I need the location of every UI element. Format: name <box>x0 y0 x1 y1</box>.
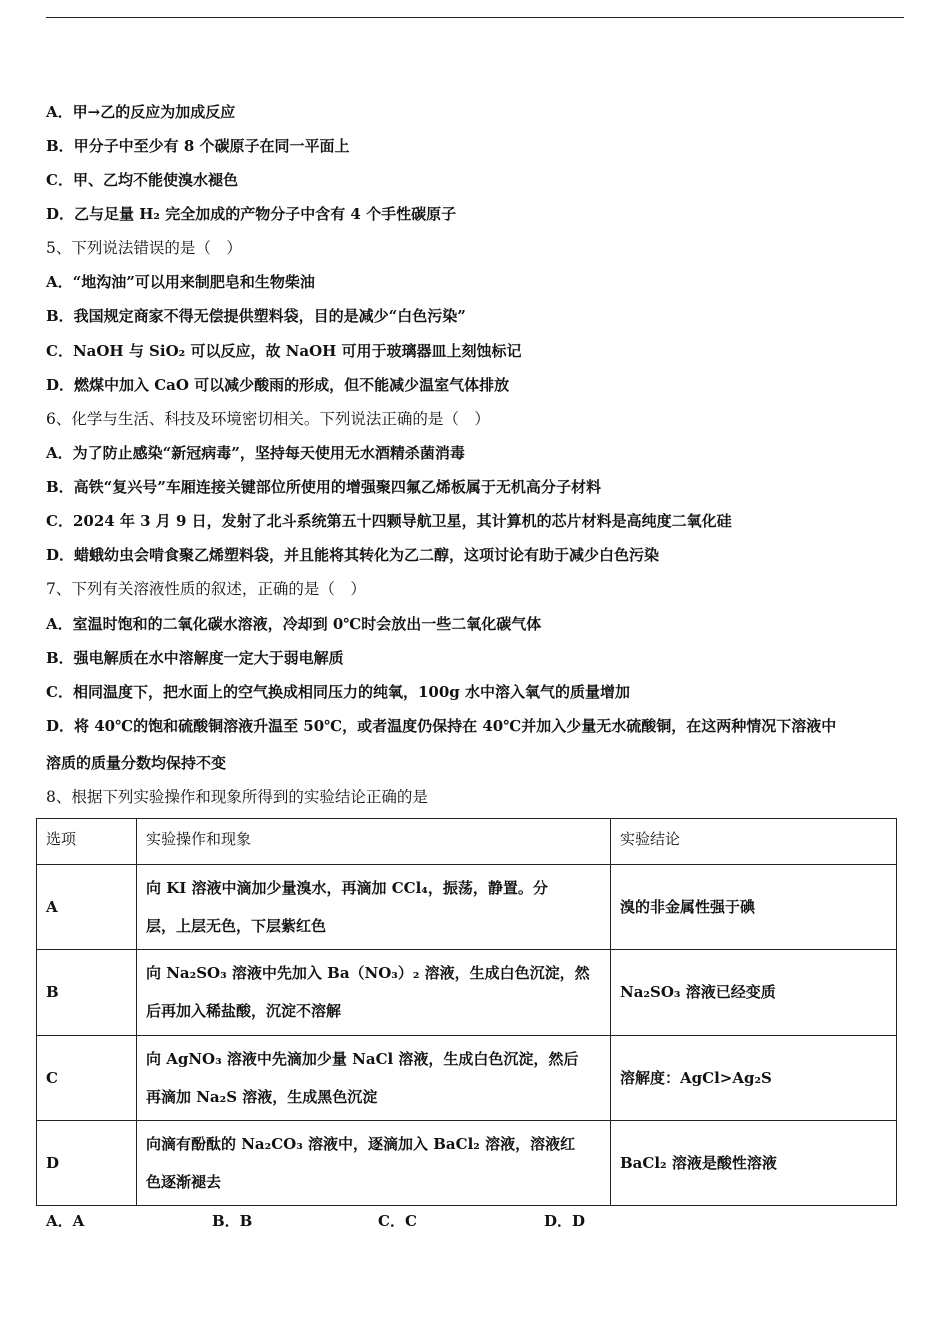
q5-option-a[interactable]: A．“地沟油”可以用来制肥皂和生物柴油 <box>46 273 315 291</box>
row-option: D <box>37 1120 137 1205</box>
q7-option-a[interactable]: A．室温时饱和的二氧化碳水溶液，冷却到 0℃时会放出一些二氧化碳气体 <box>46 615 542 633</box>
row-conclusion: Na₂SO₃ 溶液已经变质 <box>611 950 897 1035</box>
q5-option-d[interactable]: D．燃煤中加入 CaO 可以减少酸雨的形成，但不能减少温室气体排放 <box>46 376 510 394</box>
q7-option-d-continued: 溶质的质量分数均保持不变 <box>46 754 227 772</box>
row-operation-line-2: 后再加入稀盐酸，沉淀不溶解 <box>146 1002 342 1021</box>
header-operation: 实验操作和现象 <box>137 819 611 865</box>
q4-option-d[interactable]: D．乙与足量 H₂ 完全加成的产物分子中含有 4 个手性碳原子 <box>46 205 457 223</box>
row-operation-line-2: 再滴加 Na₂S 溶液，生成黑色沉淀 <box>146 1087 378 1106</box>
row-operation-line-1: 向 AgNO₃ 溶液中先滴加少量 NaCl 溶液，生成白色沉淀，然后 <box>146 1049 579 1068</box>
q8-answer-choices <box>46 1210 710 1231</box>
row-operation <box>137 950 611 1035</box>
table-row <box>37 1120 897 1205</box>
q7-stem: 7、下列有关溶液性质的叙述，正确的是（ ） <box>46 580 366 598</box>
row-operation <box>137 1120 611 1205</box>
q5-option-b[interactable]: B．我国规定商家不得无偿提供塑料袋，目的是减少“白色污染” <box>46 307 466 325</box>
row-operation-line-2: 色逐渐褪去 <box>146 1172 222 1191</box>
table-header-row <box>37 819 897 865</box>
row-operation-line-1: 向滴有酚酞的 Na₂CO₃ 溶液中，逐滴加入 BaCl₂ 溶液，溶液红 <box>146 1134 576 1153</box>
q6-stem: 6、化学与生活、科技及环境密切相关。下列说法正确的是（ ） <box>46 410 490 428</box>
q6-option-d[interactable]: D．蜡蛾幼虫会啃食聚乙烯塑料袋，并且能将其转化为乙二醇，这项讨论有助于减少白色污染 <box>46 546 660 564</box>
q8-answer-d[interactable]: D．D <box>544 1212 586 1230</box>
row-conclusion: 溴的非金属性强于碘 <box>611 865 897 950</box>
experiment-table <box>36 818 897 1206</box>
q7-option-c[interactable]: C．相同温度下，把水面上的空气换成相同压力的纯氧，100g 水中溶入氧气的质量增加 <box>46 683 630 701</box>
row-operation <box>137 1035 611 1120</box>
row-operation-line-1: 向 KI 溶液中滴加少量溴水，再滴加 CCl₄，振荡，静置。分 <box>146 879 548 898</box>
table-row <box>37 1035 897 1120</box>
q4-option-c[interactable]: C．甲、乙均不能使溴水褪色 <box>46 171 238 189</box>
q5-stem: 5、下列说法错误的是（ ） <box>46 239 242 257</box>
row-operation <box>137 865 611 950</box>
row-option: A <box>37 865 137 950</box>
row-conclusion: BaCl₂ 溶液是酸性溶液 <box>611 1120 897 1205</box>
q7-option-b[interactable]: B．强电解质在水中溶解度一定大于弱电解质 <box>46 649 344 667</box>
q4-option-a[interactable]: A．甲→乙的反应为加成反应 <box>46 103 236 121</box>
row-option: B <box>37 950 137 1035</box>
header-rule <box>46 17 904 18</box>
table-row <box>37 865 897 950</box>
q8-answer-b[interactable]: B．B <box>212 1212 253 1230</box>
q6-option-c[interactable]: C．2024 年 3 月 9 日，发射了北斗系统第五十四颗导航卫星，其计算机的芯片材料是高纯度二氧化硅 <box>46 512 732 530</box>
q5-option-c[interactable]: C．NaOH 与 SiO₂ 可以反应，故 NaOH 可用于玻璃器皿上刻蚀标记 <box>46 342 522 360</box>
row-conclusion: 溶解度：AgCl>Ag₂S <box>611 1035 897 1120</box>
row-option: C <box>37 1035 137 1120</box>
q7-option-d[interactable]: D．将 40℃的饱和硫酸铜溶液升温至 50℃，或者温度仍保持在 40℃并加入少量无水硫酸铜，在这两种情况下溶液中 <box>46 717 837 735</box>
row-operation-line-1: 向 Na₂SO₃ 溶液中先加入 Ba（NO₃）₂ 溶液，生成白色沉淀，然 <box>146 964 590 983</box>
header-option: 选项 <box>37 819 137 865</box>
row-operation-line-2: 层，上层无色，下层紫红色 <box>146 917 327 936</box>
header-conclusion: 实验结论 <box>611 819 897 865</box>
q8-answer-a[interactable]: A．A <box>46 1212 85 1230</box>
q8-answer-c[interactable]: C．C <box>378 1212 417 1230</box>
q8-stem: 8、根据下列实验操作和现象所得到的实验结论正确的是 <box>46 788 428 806</box>
q6-option-b[interactable]: B．高铁“复兴号”车厢连接关键部位所使用的增强聚四氟乙烯板属于无机高分子材料 <box>46 478 601 496</box>
table-row <box>37 950 897 1035</box>
q4-option-b[interactable]: B．甲分子中至少有 8 个碳原子在同一平面上 <box>46 137 350 155</box>
q6-option-a[interactable]: A．为了防止感染“新冠病毒”，坚持每天使用无水酒精杀菌消毒 <box>46 444 465 462</box>
